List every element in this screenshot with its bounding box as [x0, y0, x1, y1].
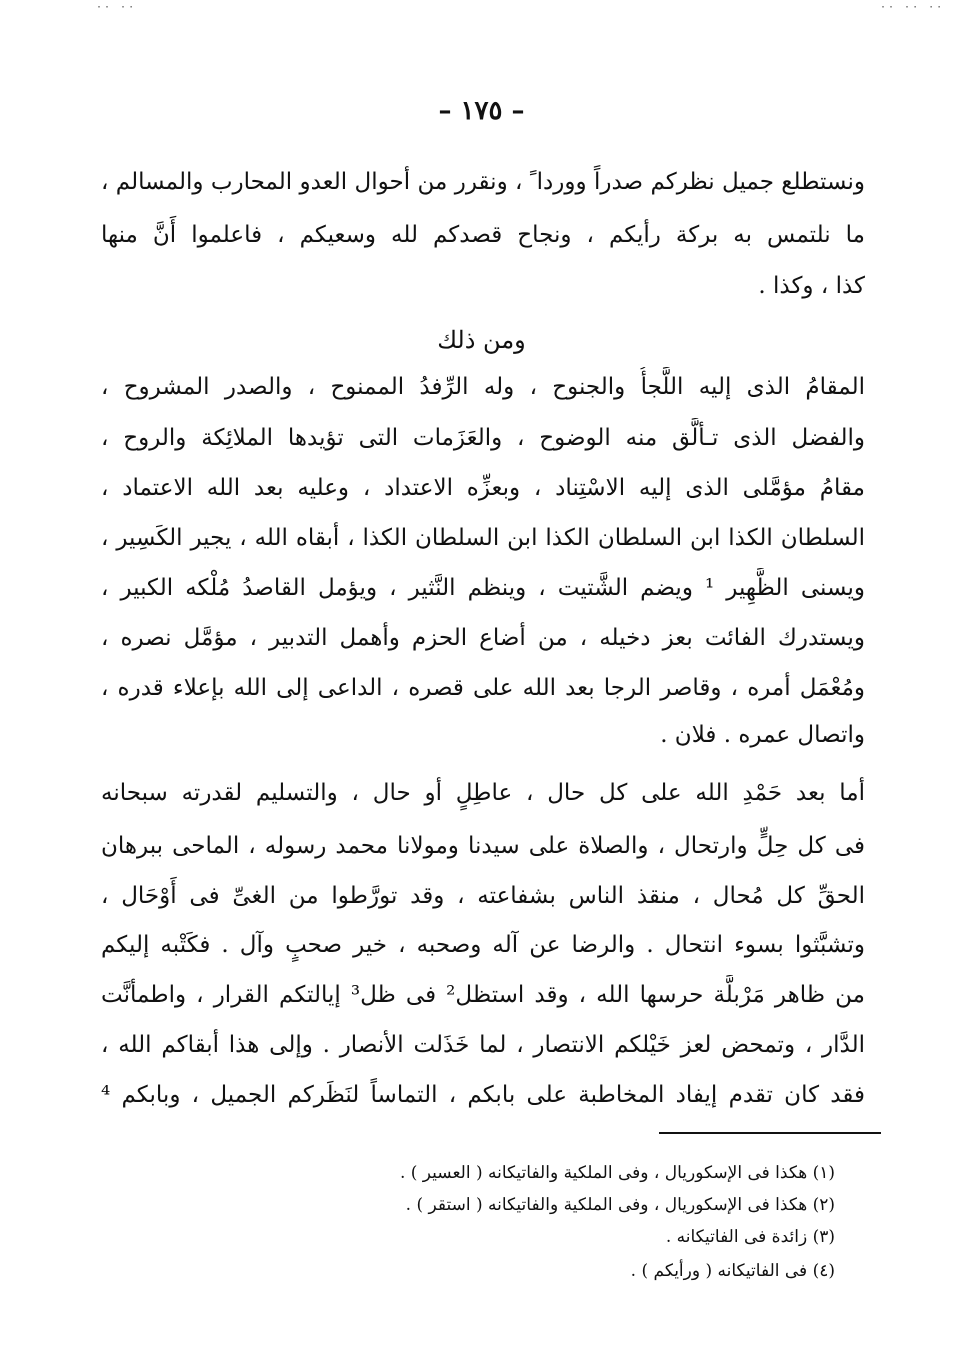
paragraph-3-line-3: الحقِّ كل مُحال ، منقذ الناس بشفاعته ، وقد تورَّطوا من الغىِّ فى أَوْحَال ، — [101, 883, 865, 909]
footnote-divider — [659, 1132, 881, 1134]
paragraph-2-line-6: ويستدرك الفائت بعز دخيله ، من أضاع الحزم وأهمل التدبير ، مؤمَّل نصره ، — [101, 625, 865, 651]
paragraph-1-line-2: ما نلتمس به بركة رأيكم ، ونجاح قصدكم لله وسعيكم ، فاعلموا أَنَّ منها — [101, 222, 865, 248]
footnote-4: (٤) فى الفاتيكانه ( ورأيكم ) . — [630, 1261, 835, 1281]
paragraph-2-line-1: المقامُ الذى إليه اللَّجأُ والجنوح ، وله الرِّفدُ الممنوح ، والصدر المشروح ، — [101, 374, 865, 400]
paragraph-1-line-3: كذا ، وكذا . — [758, 273, 865, 299]
scan-mark-right: ·· ·· ·· — [880, 2, 945, 13]
paragraph-3-line-1: أما بعد حَمْدِ الله على كل حال ، عاطِلٍ أو حال ، والتسليم لقدرته سبحانه — [101, 780, 865, 806]
paragraph-1-line-1: ونستطلع جميل نظركم صدراً ووردا ً ، ونقرر من أحوال العدو المحارب والمسالم ، — [101, 169, 865, 195]
footnote-1: (١) هكذا فى الإسكوريال ، وفى الملكية والفاتيكانه ( العسير ) . — [399, 1163, 835, 1183]
paragraph-3-line-6: الدَّار ، وتمحض لعز خَيْلكم الانتصار ، لما خَذَلت الأنصار . وإلى هذا أبقاكم الله ، — [101, 1032, 865, 1058]
page-number: – ١٧٥ – — [438, 96, 525, 126]
paragraph-2-line-4: السلطان الكذا ابن السلطان الكذا ابن السلطان الكذا ، أبقاه الله ، يجير الكَسِير ، — [101, 525, 865, 551]
paragraph-3-line-2: فى كل حِلٍّ وارتحال ، والصلاة على سيدنا ومولانا محمد رسوله ، الماحى ببرهان — [101, 833, 865, 859]
section-heading: ومن ذلك — [437, 326, 526, 354]
paragraph-2-line-7: ومُعْمَل أمره ، وقاصر الرجا بعد الله على قصره ، الداعى إلى الله بإعلاء قدره ، — [101, 675, 865, 701]
scan-mark-left: ·· ·· — [96, 2, 137, 13]
paragraph-2-line-5: ويسنى الظَّهِير ¹ ويضم الشَّتيت ، وينظم النَّثير ، ويؤمل القاصدُ مُلْكه الكبير ، — [101, 575, 865, 601]
footnote-3: (٣) زائدة فى الفاتيكانه . — [665, 1227, 835, 1247]
paragraph-3-line-4: وتشبَّثوا بسوء انتحال . والرضا عن آله وصحبه ، خير صحبٍ وآل . فكَتْبه إليكم — [101, 932, 865, 958]
paragraph-2-line-3: مقامُ مؤمَّلى الذى إليه الاسْتِناد ، وبعزِّه الاعتداد ، وعليه بعد الله الاعتماد ، — [101, 475, 865, 501]
paragraph-2-line-2: والفضل الذى تـألَّق منه الوضوح ، والعَزَمات التى تؤيدها الملائِكة والروح ، — [101, 425, 865, 451]
paragraph-3-line-7: فقد كان تقدم إيفاد المخاطبة على بابكم ، التماساً لنَظَركم الجميل ، وبابكم ⁴ — [101, 1082, 865, 1108]
paragraph-3-line-5: من ظاهر مَرْبلَّة حرسها الله ، وقد استظل² فى ظل³ إيالتكم القرار ، واطمأنَّت — [101, 982, 865, 1008]
footnote-2: (٢) هكذا فى الإسكوريال ، وفى الملكية والفاتيكانه ( استقر ) . — [405, 1195, 835, 1215]
paragraph-2-line-8: واتصال عمره . فلان . — [660, 722, 865, 748]
